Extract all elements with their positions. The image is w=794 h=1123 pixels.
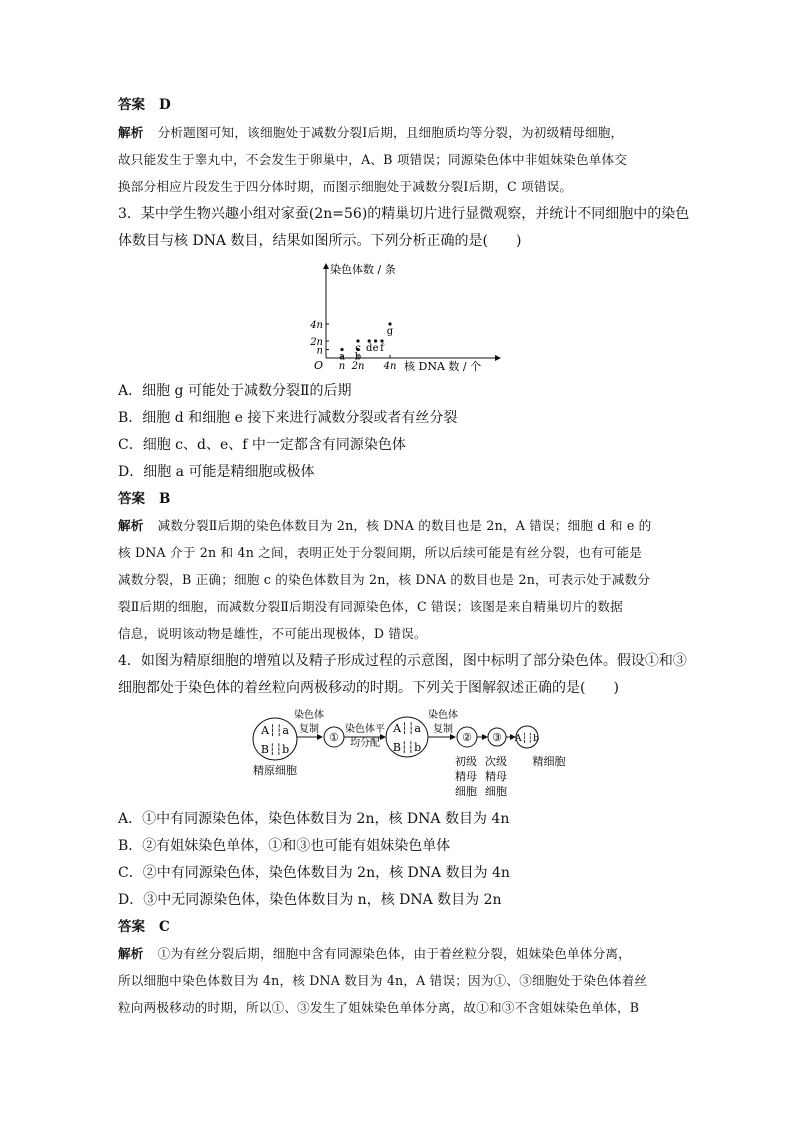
y-tick-label: n bbox=[316, 345, 323, 357]
arrow3-bottom: 复制 bbox=[433, 724, 453, 735]
explanation-label: 解析 bbox=[118, 518, 144, 533]
answer-value: C bbox=[159, 919, 170, 935]
sperm-cell-text: A┆┆b bbox=[514, 733, 540, 744]
x-axis-label: 核 DNA 数 / 个 bbox=[404, 360, 482, 373]
q4-option-a: A．①中有同源染色体，染色体数目为 2n，核 DNA 数目为 4n bbox=[118, 811, 510, 827]
explanation-label: 解析 bbox=[118, 125, 144, 140]
primary-col-3: 细胞 bbox=[455, 785, 477, 798]
question-4-line1: 4．如图为精原细胞的增殖以及精子形成过程的示意图，图中标明了部分染色体。假设①和③ bbox=[118, 653, 687, 669]
arrow3-top: 染色体 bbox=[428, 710, 458, 721]
data-point-label-e: e bbox=[372, 343, 379, 354]
cell-1-label: ① bbox=[329, 731, 339, 744]
spermatogenesis-diagram bbox=[245, 703, 565, 803]
answer-label: 答案 bbox=[118, 97, 145, 113]
secondary-col-2: 精母 bbox=[485, 770, 507, 783]
explanation-label: 解析 bbox=[118, 946, 144, 961]
data-point-label-d: d bbox=[365, 343, 373, 354]
q4-option-c: C．②中有同源染色体，染色体数目为 2n，核 DNA 数目为 4n bbox=[118, 865, 510, 881]
data-point-label-b: b bbox=[354, 351, 362, 363]
arrow1-bottom: 复制 bbox=[299, 724, 319, 735]
data-point-label-c: c bbox=[355, 343, 361, 354]
q3-explanation-line1 bbox=[118, 517, 651, 535]
question-3-line1: 3．某中学生物兴趣小组对家蚕(2n=56)的精巢切片进行显微观察，并统计不同细胞中的染色 bbox=[118, 206, 690, 222]
q4-answer bbox=[118, 918, 170, 936]
question-4-line2: 细胞都处于染色体的着丝粒向两极移动的时期。下列关于图解叙述正确的是( ) bbox=[118, 680, 619, 696]
explanation-top-line2: 故只能发生于睾丸中，不会发生于卵巢中，A、B 项错误；同源染色体中非姐妹染色单体交 bbox=[118, 152, 628, 167]
cell-3-label: ③ bbox=[492, 731, 502, 744]
q3-option-c: C．细胞 c、d、e、f 中一定都含有同源染色体 bbox=[118, 437, 406, 453]
q3-answer bbox=[118, 490, 170, 508]
cell1-top-text: A┆┆a bbox=[261, 724, 289, 737]
explanation-text: 减数分裂Ⅱ后期的染色体数目为 2n，核 DNA 的数目也是 2n，A 错误；细胞 d 和 e 的 bbox=[157, 518, 652, 533]
question-3-line2: 体数目与核 DNA 数目，结果如图所示。下列分析正确的是( ) bbox=[118, 233, 522, 249]
data-point-label-a: a bbox=[339, 351, 345, 363]
q3-explanation-line5: 信息，说明该动物是雄性，不可能出现极体，D 错误。 bbox=[118, 626, 427, 641]
cell1-caption: 精原细胞 bbox=[253, 764, 297, 777]
origin-label: O bbox=[314, 359, 324, 372]
answer-value: B bbox=[159, 491, 171, 507]
q3-explanation-line2: 核 DNA 介于 2n 和 4n 之间，表明正处于分裂间期，所以后续可能是有丝分裂，也有可能是 bbox=[118, 545, 643, 560]
sperm-cell-caption: 精细胞 bbox=[532, 755, 565, 768]
q4-explanation-line1 bbox=[118, 945, 631, 963]
explanation-text: ①为有丝分裂后期，细胞中含有同源染色体，由于着丝粒分裂，姐妹染色单体分离， bbox=[157, 946, 631, 961]
answer-value: D bbox=[159, 97, 171, 113]
arrow2-bottom: 均分配 bbox=[350, 738, 380, 749]
arrow2-top: 染色体平 bbox=[345, 724, 385, 735]
answer-label: 答案 bbox=[118, 919, 145, 935]
x-tick-label: n bbox=[338, 361, 346, 372]
answer-label: 答案 bbox=[118, 491, 145, 507]
cell1-bottom-text: B┆┆b bbox=[260, 743, 290, 756]
q3-option-a: A．细胞 g 可能处于减数分裂Ⅱ的后期 bbox=[118, 383, 352, 399]
q4-explanation-line2: 所以细胞中染色体数目为 4n，核 DNA 数目为 4n，A 错误；因为①、③细胞处于染色体着丝 bbox=[118, 973, 648, 988]
primary-col-2: 精母 bbox=[455, 770, 477, 783]
secondary-col-1: 次级 bbox=[485, 755, 507, 768]
q3-option-b: B．细胞 d 和细胞 e 接下来进行减数分裂或者有丝分裂 bbox=[118, 410, 458, 426]
cell-2-label: ② bbox=[462, 731, 472, 744]
dna-chromosome-scatter-chart bbox=[300, 258, 510, 376]
primary-col-1: 初级 bbox=[455, 755, 477, 768]
y-tick-label: 2n bbox=[310, 337, 323, 348]
q3-explanation-line4: 裂Ⅱ后期的细胞，而减数分裂Ⅱ后期没有同源染色体，C 错误；该图是来自精巢切片的数据 bbox=[118, 599, 623, 614]
answer-line-top bbox=[118, 96, 171, 114]
q3-explanation-line3: 减数分裂，B 正确；细胞 c 的染色体数目为 2n，核 DNA 的数目也是 2n，可表示处于减数分 bbox=[118, 572, 651, 587]
q4-option-d: D．③中无同源染色体，染色体数目为 n，核 DNA 数目为 2n bbox=[118, 892, 502, 908]
x-tick-label: 2n bbox=[351, 361, 365, 372]
cell2-bottom-text: B┆┆b bbox=[392, 741, 422, 754]
data-point-label-f: f bbox=[380, 343, 384, 354]
data-point-label-g: g bbox=[386, 326, 394, 337]
secondary-col-3: 细胞 bbox=[485, 785, 507, 798]
explanation-text: 分析题图可知，该细胞处于减数分裂Ⅰ后期，且细胞质均等分裂，为初级精母细胞， bbox=[157, 125, 624, 140]
explanation-top-line3: 换部分相应片段发生于四分体时期，而图示细胞处于减数分裂Ⅰ后期，C 项错误。 bbox=[118, 179, 573, 194]
q4-option-b: B．②有姐妹染色单体，①和③也可能有姐妹染色单体 bbox=[118, 838, 451, 854]
q4-explanation-line3: 粒向两极移动的时期，所以①、③发生了姐妹染色单体分离，故①和③不含姐妹染色单体，B bbox=[118, 1000, 640, 1015]
arrow1-top: 染色体 bbox=[294, 710, 324, 721]
y-tick-label: 4n bbox=[310, 320, 323, 331]
explanation-top-line1 bbox=[118, 124, 623, 142]
y-axis-label: 染色体数 / 条 bbox=[330, 263, 396, 276]
x-tick-label: 4n bbox=[383, 361, 397, 372]
q3-option-d: D．细胞 a 可能是精细胞或极体 bbox=[118, 464, 315, 480]
cell2-top-text: A┆┆a bbox=[393, 722, 421, 735]
